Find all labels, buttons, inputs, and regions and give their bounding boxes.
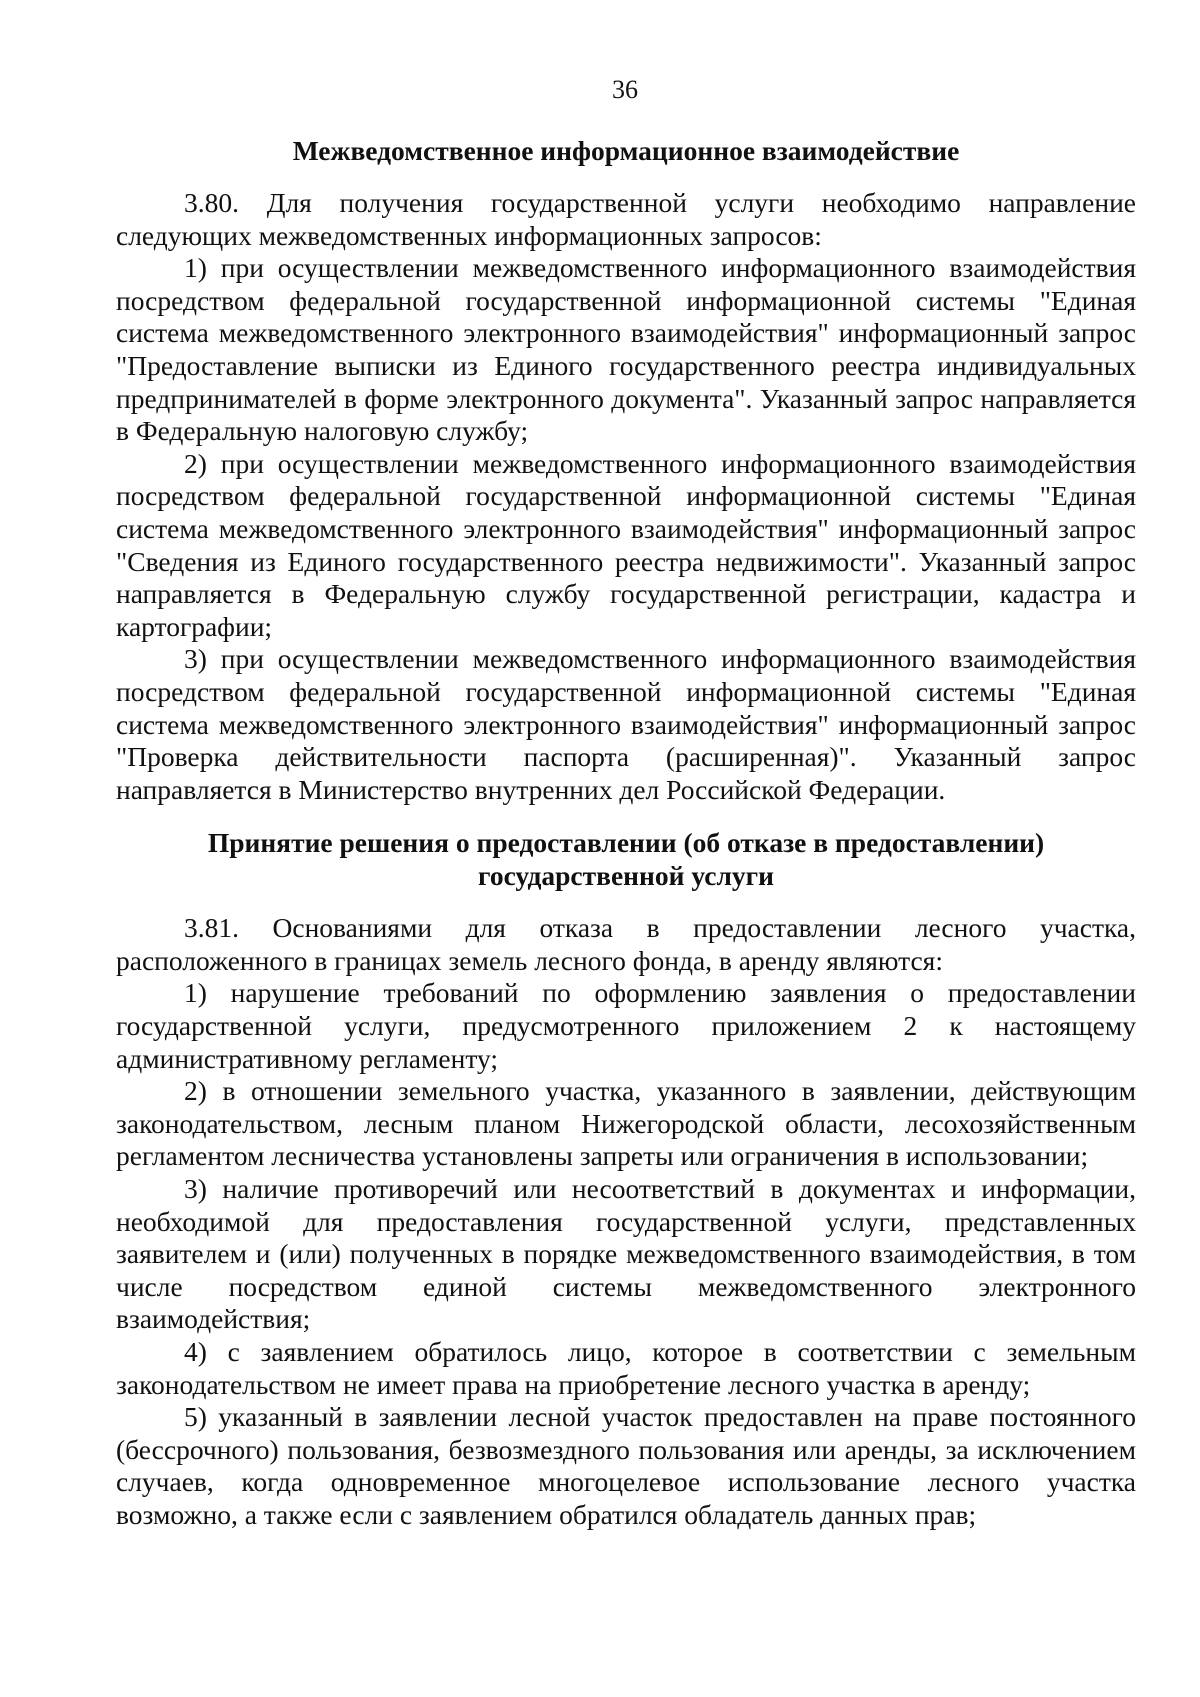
paragraph-3-81-item-2: 2) в отношении земельного участка, указанного в заявлении, действующим законодательством, лесным планом Нижегородской области, лесохозяйственным регламентом лесничества установлены запреты или ограничения в использовании;	[116, 1075, 1136, 1172]
paragraph-3-81: 3.81. Основаниями для отказа в предоставлении лесного участка, расположенного в границах земель лесного фонда, в аренду являются:	[116, 912, 1136, 976]
section-heading-decision-line-1: Принятие решения о предоставлении (об отказе в предоставлении)	[207, 827, 1045, 859]
paragraph-3-80-item-2: 2) при осуществлении межведомственного информационного взаимодействия посредством федеральной государственной информационной системы "Единая система межведомственного электронного взаимодействия" информационный запрос "Сведения из Единого государственного реестра недвижимости". Указанный запрос направляется в Федеральную службу государственной регистрации, кадастра и картографии;	[116, 447, 1136, 642]
paragraph-3-80-item-1: 1) при осуществлении межведомственного информационного взаимодействия посредством федеральной государственной информационной системы "Единая система межведомственного электронного взаимодействия" информационный запрос "Предоставление выписки из Единого государственного реестра индивидуальных предпринимателей в форме электронного документа". Указанный запрос направляется в Федеральную налоговую службу;	[116, 252, 1136, 447]
section-heading-decision	[116, 826, 1136, 892]
paragraph-3-81-item-3: 3) наличие противоречий или несоответствий в документах и информации, необходимой для предоставления государственной услуги, представленных заявителем и (или) полученных в порядке межведомственного взаимодействия, в том числе посредством единой системы межведомственного электронного взаимодействия;	[116, 1173, 1136, 1335]
paragraph-3-80-item-3: 3) при осуществлении межведомственного информационного взаимодействия посредством федеральной государственной информационной системы "Единая система межведомственного электронного взаимодействия" информационный запрос "Проверка действительности паспорта (расширенная)". Указанный запрос направляется в Министерство внутренних дел Российской Федерации.	[116, 643, 1136, 805]
paragraph-3-81-item-5: 5) указанный в заявлении лесной участок предоставлен на праве постоянного (бессрочного) пользования, безвозмездного пользования или аренды, за исключением случаев, когда одновременное многоцелевое использование лесного участка возможно, а также если с заявлением обратился обладатель данных прав;	[116, 1401, 1136, 1530]
paragraph-3-81-item-4: 4) с заявлением обратилось лицо, которое в соответствии с земельным законодательством не имеет права на приобретение лесного участка в аренду;	[116, 1336, 1136, 1400]
paragraph-3-80: 3.80. Для получения государственной услуги необходимо направление следующих межведомственных информационных запросов:	[116, 187, 1136, 251]
paragraph-3-81-item-1: 1) нарушение требований по оформлению заявления о предоставлении государственной услуги, предусмотренного приложением 2 к настоящему административному регламенту;	[116, 977, 1136, 1074]
section-heading-decision-line-2: государственной услуги	[478, 860, 774, 892]
document-body	[116, 134, 1136, 1532]
section-heading-interagency: Межведомственное информационное взаимодействие	[292, 135, 960, 166]
page-number: 36	[612, 75, 638, 104]
